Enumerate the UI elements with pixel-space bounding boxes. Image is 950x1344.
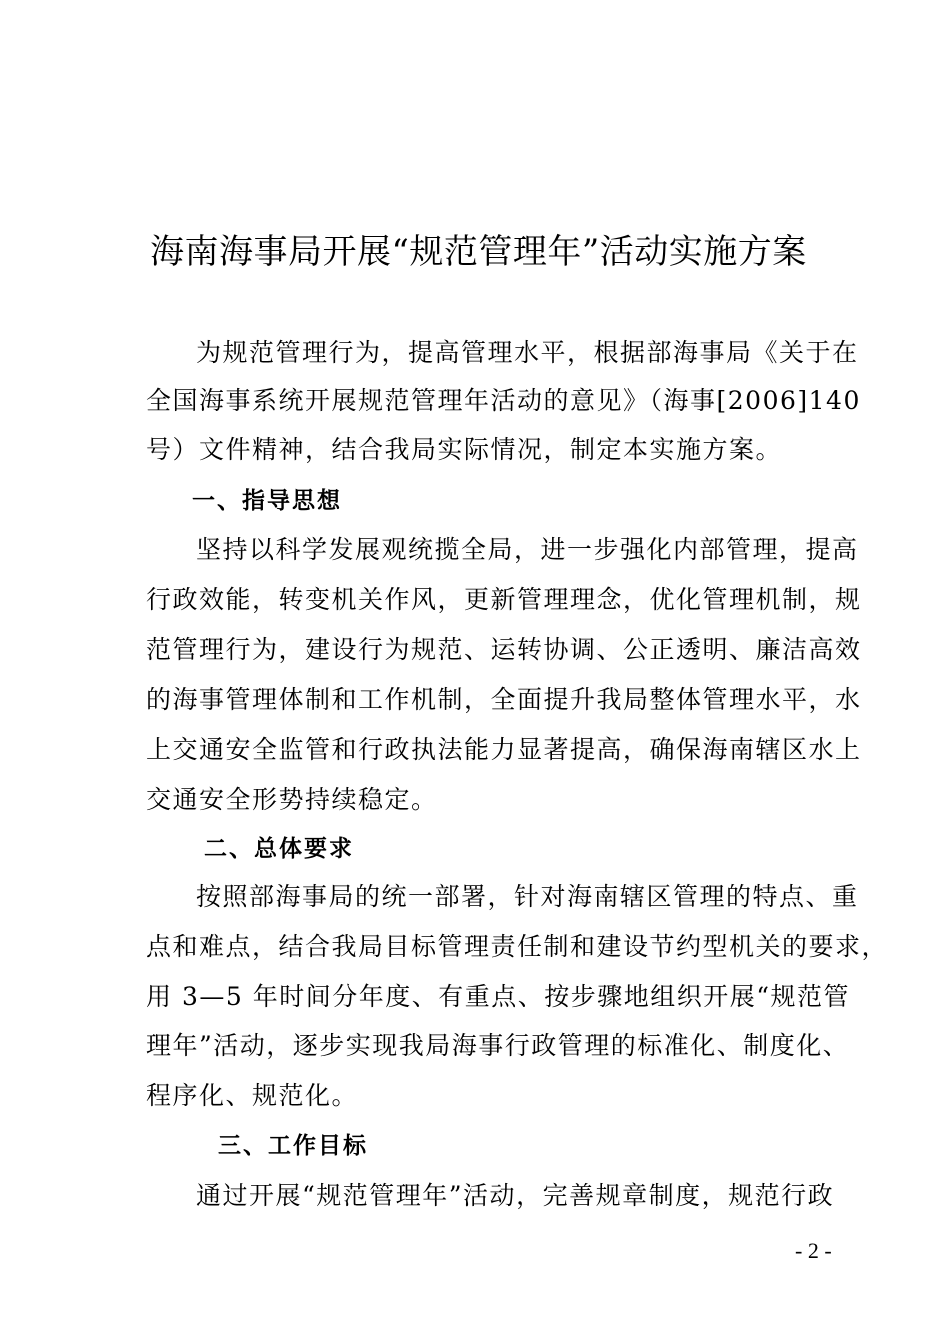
paragraph-line: 按照部海事局的统一部署，针对海南辖区管理的特点、重 (196, 882, 859, 911)
section-heading-work-objectives: 三、工作目标 (218, 1133, 368, 1159)
section-heading-guiding-ideology: 一、指导思想 (192, 488, 342, 514)
paragraph-line: 理年”活动，逐步实现我局海事行政管理的标准化、制度化、 (146, 1031, 850, 1060)
document-title: 海南海事局开展“规范管理年”活动实施方案 (150, 232, 807, 272)
paragraph-line: 坚持以科学发展观统揽全局，进一步强化内部管理，提高 (196, 535, 859, 564)
paragraph-line: 上交通安全监管和行政执法能力显著提高，确保海南辖区水上 (146, 735, 862, 764)
paragraph-line: 点和难点，结合我局目标管理责任制和建设节约型机关的要求， (146, 932, 889, 961)
paragraph-line: 的海事管理体制和工作机制，全面提升我局整体管理水平，水 (146, 685, 862, 714)
paragraph-line: 行政效能，转变机关作风，更新管理理念，优化管理机制，规 (146, 585, 862, 614)
paragraph-line: 程序化、规范化。 (146, 1081, 359, 1110)
paragraph-line: 范管理行为，建设行为规范、运转协调、公正透明、廉洁高效 (146, 635, 862, 664)
paragraph-line: 交通安全形势持续稳定。 (146, 785, 438, 814)
page-number: - 2 - (795, 1238, 832, 1263)
intro-line: 全国海事系统开展规范管理年活动的意见》（海事[2006]140 (146, 386, 861, 415)
section-heading-general-requirements: 二、总体要求 (204, 836, 354, 862)
paragraph-line: 通过开展“规范管理年”活动，完善规章制度，规范行政 (196, 1181, 835, 1210)
intro-line: 为规范管理行为，提高管理水平，根据部海事局《关于在 (196, 338, 859, 367)
intro-line: 号）文件精神，结合我局实际情况，制定本实施方案。 (146, 435, 783, 464)
paragraph-line: 用 3—5 年时间分年度、有重点、按步骤地组织开展“规范管 (146, 982, 850, 1011)
